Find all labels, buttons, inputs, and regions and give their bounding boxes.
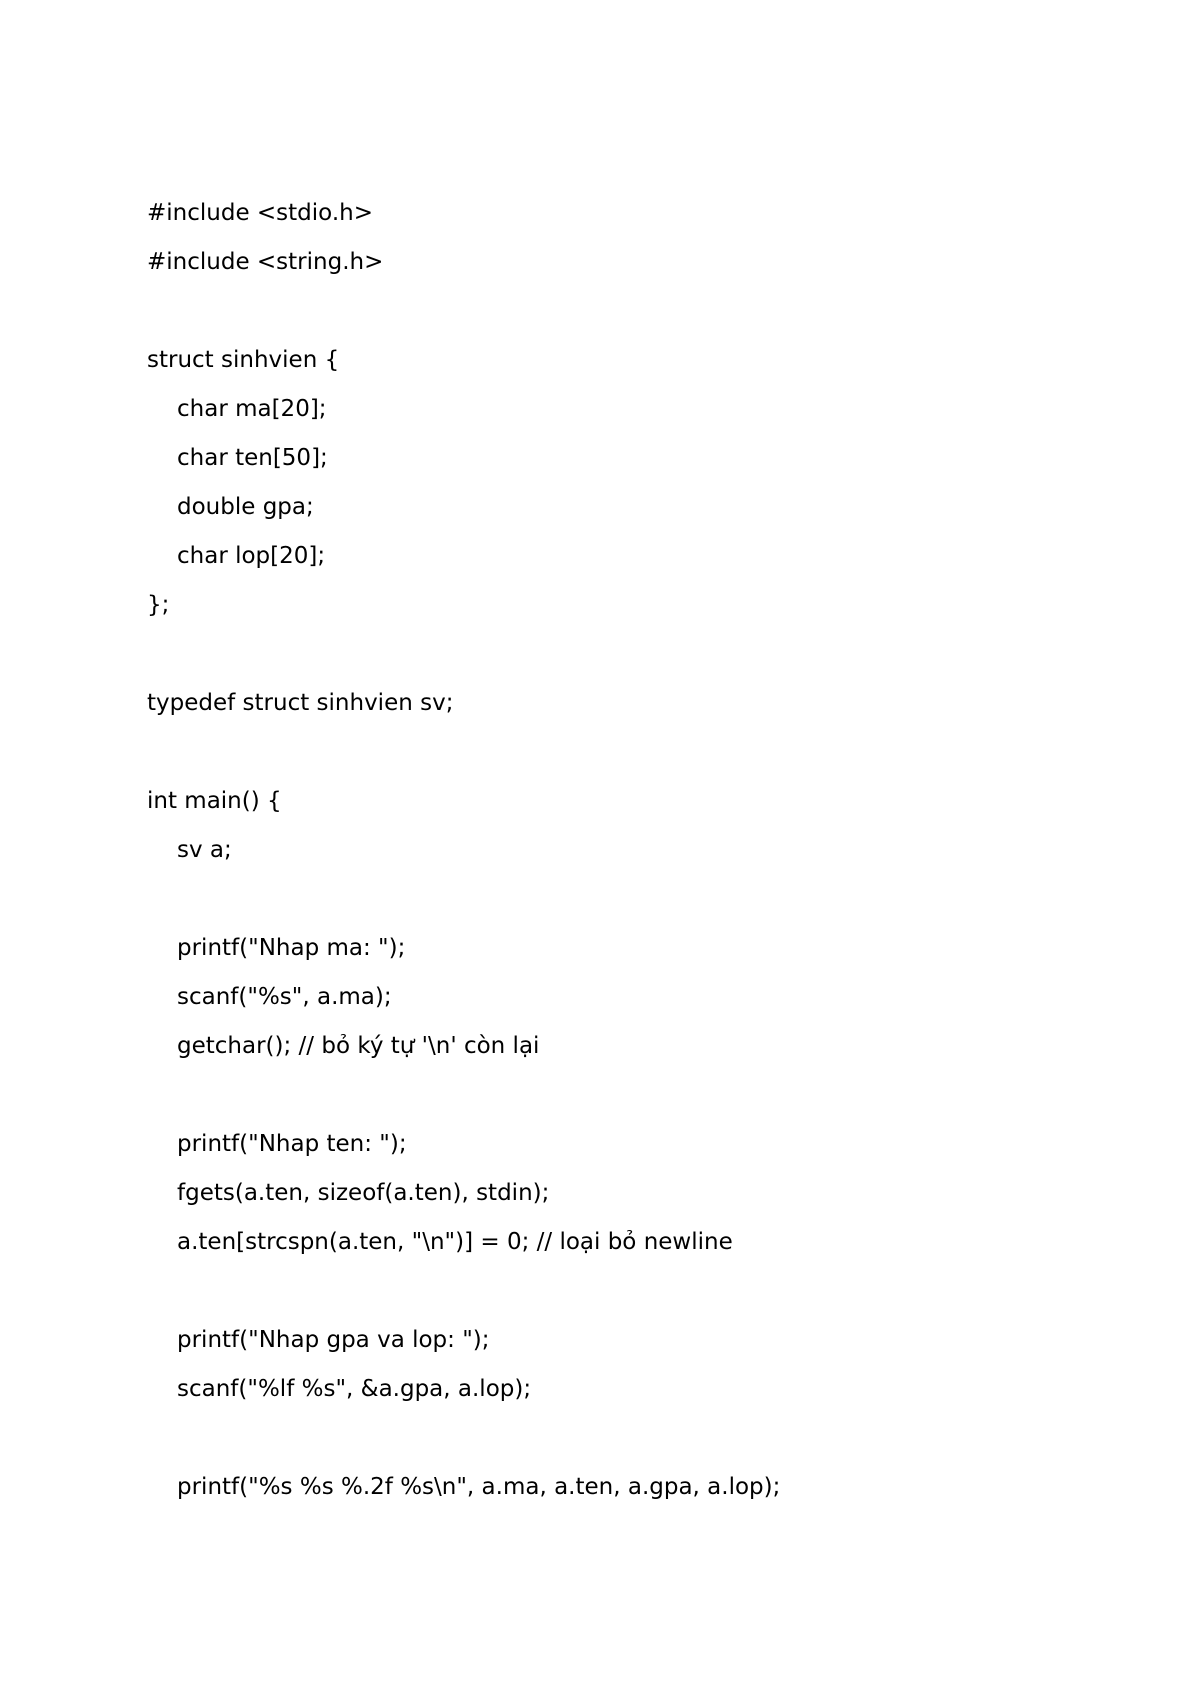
- code-line: double gpa;: [177, 494, 314, 520]
- code-line: char ma[20];: [177, 396, 327, 422]
- blank-line: [147, 630, 1147, 679]
- code-line: };: [147, 592, 170, 618]
- code-line: #include <string.h>: [147, 249, 384, 275]
- code-line: char lop[20];: [177, 543, 326, 569]
- code-line: int main() {: [147, 788, 282, 814]
- blank-line: [147, 1267, 1147, 1316]
- blank-line: [147, 875, 1147, 924]
- code-line: struct sinhvien {: [147, 347, 340, 373]
- blank-line: [147, 1071, 1147, 1120]
- code-line: char ten[50];: [177, 445, 328, 471]
- code-line: printf("Nhap ma: ");: [177, 935, 406, 961]
- code-line: typedef struct sinhvien sv;: [147, 690, 454, 716]
- blank-line: [147, 728, 1147, 777]
- code-line: sv a;: [177, 837, 232, 863]
- code-line: printf("Nhap gpa va lop: ");: [177, 1327, 490, 1353]
- code-line: a.ten[strcspn(a.ten, "\n")] = 0; // loại bỏ newline: [177, 1229, 733, 1255]
- code-listing: [147, 189, 1147, 1512]
- blank-line: [147, 287, 1147, 336]
- code-line: printf("%s %s %.2f %s\n", a.ma, a.ten, a.gpa, a.lop);: [177, 1474, 781, 1500]
- code-line: scanf("%s", a.ma);: [177, 984, 392, 1010]
- code-line: scanf("%lf %s", &a.gpa, a.lop);: [177, 1376, 532, 1402]
- code-line: printf("Nhap ten: ");: [177, 1131, 407, 1157]
- blank-line: [147, 1414, 1147, 1463]
- code-line: fgets(a.ten, sizeof(a.ten), stdin);: [177, 1180, 550, 1206]
- code-line: getchar(); // bỏ ký tự '\n' còn lại: [177, 1033, 540, 1059]
- code-line: #include <stdio.h>: [147, 200, 374, 226]
